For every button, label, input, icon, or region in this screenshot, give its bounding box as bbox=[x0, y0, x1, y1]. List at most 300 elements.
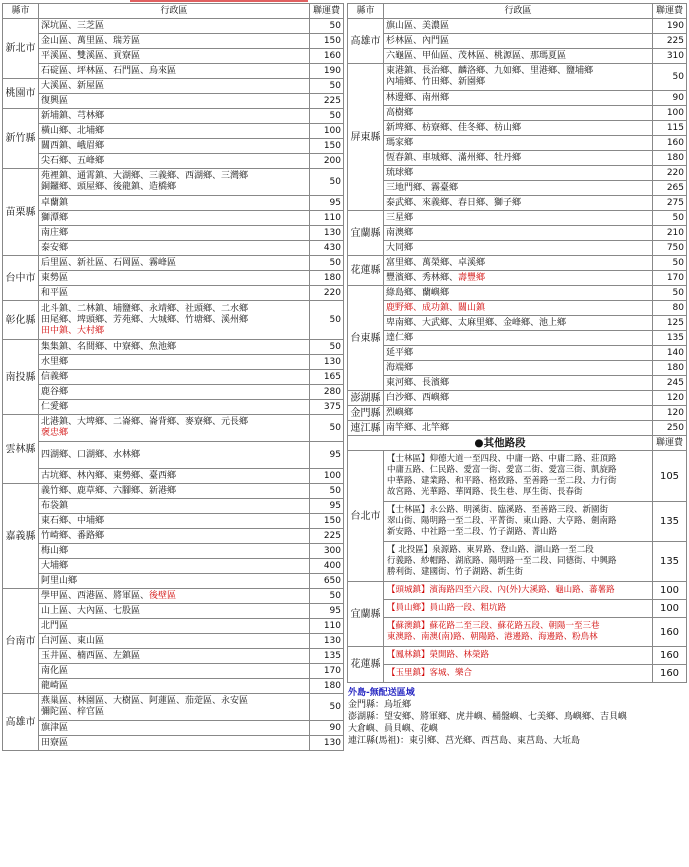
district-text: 玉井區、楠西區、左鎮區 bbox=[41, 650, 141, 661]
table-row bbox=[348, 91, 687, 106]
district-text: 新埤鄉、枋寮鄉、佳冬鄉、枋山鄉 bbox=[386, 122, 522, 133]
table-row bbox=[3, 694, 344, 721]
district-cell bbox=[384, 346, 653, 361]
district-cell bbox=[39, 94, 310, 109]
district-text: 平溪區、雙溪區、貢寮區 bbox=[41, 50, 141, 61]
table-row bbox=[348, 361, 687, 376]
table-row bbox=[3, 529, 344, 544]
other-section-header bbox=[348, 436, 687, 451]
fee-table-right bbox=[347, 3, 687, 683]
fee-cell: 130 bbox=[310, 226, 344, 241]
district-cell bbox=[384, 151, 653, 166]
other-section-title: ●其他路段 bbox=[348, 436, 653, 451]
highlighted-district: 田中鎮、大村鄉 bbox=[41, 325, 105, 336]
fee-cell: 150 bbox=[310, 34, 344, 49]
district-cell bbox=[39, 442, 310, 469]
district-cell bbox=[39, 634, 310, 649]
county-cell: 澎湖縣 bbox=[348, 391, 384, 406]
district-cell bbox=[384, 226, 653, 241]
district-cell bbox=[39, 370, 310, 385]
other-row bbox=[348, 647, 687, 665]
district-text: 水里鄉 bbox=[41, 356, 69, 367]
county-cell: 高雄市 bbox=[348, 19, 384, 64]
table-row bbox=[3, 370, 344, 385]
road-segment-cell: 【蘇澳鎮】蘇花路二至三段、蘇花路五段、朝陽一至三巷 東澳路、南澳(南)路、朝陽路、港邊路、海邊路、粉鳥林 bbox=[384, 618, 653, 647]
district-cell bbox=[384, 361, 653, 376]
district-cell bbox=[384, 106, 653, 121]
district-text: 四湖鄉、口湖鄉、水林鄉 bbox=[41, 449, 141, 460]
district-cell bbox=[39, 226, 310, 241]
outlying-islands-note bbox=[348, 687, 686, 747]
outlying-line: 連江縣(馬祖)：東引鄉、莒光鄉、西莒島、東莒島、大坵島 bbox=[348, 736, 581, 746]
fee-cell: 90 bbox=[310, 721, 344, 736]
district-cell bbox=[39, 499, 310, 514]
district-text: 后里區、新社區、石岡區、霧峰區 bbox=[41, 257, 177, 268]
district-text: 豐濱鄉、秀林鄉、 bbox=[386, 272, 459, 283]
table-row bbox=[3, 34, 344, 49]
district-text: 關西鎮、峨眉鄉 bbox=[41, 140, 105, 151]
district-text: 田寮區 bbox=[41, 737, 69, 748]
table-row bbox=[3, 109, 344, 124]
table-row bbox=[348, 166, 687, 181]
table-row bbox=[3, 286, 344, 301]
fee-cell: 165 bbox=[310, 370, 344, 385]
other-row bbox=[348, 502, 687, 542]
table-body-left bbox=[3, 19, 344, 751]
fee-cell: 135 bbox=[653, 502, 687, 542]
county-cell: 花蓮縣 bbox=[348, 256, 384, 286]
table-row bbox=[3, 94, 344, 109]
header-county: 縣市 bbox=[348, 4, 384, 19]
highlighted-district: 後壁區 bbox=[149, 590, 177, 601]
district-cell bbox=[384, 49, 653, 64]
district-cell bbox=[384, 181, 653, 196]
district-cell bbox=[384, 136, 653, 151]
fee-cell: 100 bbox=[653, 582, 687, 600]
district-text: 深坑區、三芝區 bbox=[41, 20, 105, 31]
header-fee: 聯運費 bbox=[310, 4, 344, 19]
district-text: 信義鄉 bbox=[41, 371, 69, 382]
district-cell bbox=[39, 124, 310, 139]
fee-cell: 95 bbox=[310, 442, 344, 469]
district-text: 大埔鄉 bbox=[41, 560, 69, 571]
fee-cell: 225 bbox=[653, 34, 687, 49]
table-row bbox=[3, 19, 344, 34]
district-cell bbox=[39, 109, 310, 124]
district-cell bbox=[384, 64, 653, 91]
county-cell: 苗栗縣 bbox=[3, 169, 39, 256]
fee-cell: 80 bbox=[653, 301, 687, 316]
district-cell bbox=[39, 169, 310, 196]
fee-cell: 50 bbox=[310, 109, 344, 124]
county-cell: 桃園市 bbox=[3, 79, 39, 109]
district-text: 鹿谷鄉 bbox=[41, 386, 69, 397]
district-text: 梅山鄉 bbox=[41, 545, 69, 556]
table-row bbox=[3, 49, 344, 64]
fee-cell: 50 bbox=[653, 256, 687, 271]
fee-cell: 100 bbox=[310, 124, 344, 139]
district-text: 龍崎區 bbox=[41, 680, 69, 691]
district-cell bbox=[384, 211, 653, 226]
district-text: 東石鄉、中埔鄉 bbox=[41, 515, 105, 526]
table-row bbox=[348, 226, 687, 241]
district-cell bbox=[384, 376, 653, 391]
district-cell bbox=[39, 271, 310, 286]
county-cell: 新北市 bbox=[3, 19, 39, 79]
table-row bbox=[348, 331, 687, 346]
table-row bbox=[348, 316, 687, 331]
district-text: 燕巢區、林園區、大樹區、阿蓮區、茄萣區、永安區 彌陀區、梓官區 bbox=[41, 696, 249, 717]
county-cell: 新竹縣 bbox=[3, 109, 39, 169]
table-row bbox=[3, 604, 344, 619]
district-cell bbox=[384, 391, 653, 406]
table-row bbox=[348, 391, 687, 406]
road-segment-cell: 【玉里鎮】客城、樂合 bbox=[384, 665, 653, 683]
district-text: 延平鄉 bbox=[386, 347, 414, 358]
outlying-line: 澎湖縣：望安鄉、將軍鄉、虎井嶼、桶盤嶼、七美鄉、鳥嶼鄉、吉貝嶼 bbox=[348, 712, 628, 722]
district-text: 布袋鎮 bbox=[41, 500, 69, 511]
fee-cell: 105 bbox=[653, 451, 687, 502]
table-row bbox=[348, 286, 687, 301]
district-text: 三地門鄉、霧臺鄉 bbox=[386, 182, 459, 193]
fee-cell: 275 bbox=[653, 196, 687, 211]
other-row bbox=[348, 618, 687, 647]
county-cell: 台東縣 bbox=[348, 286, 384, 391]
district-text: 北港鎮、大埤鄉、二崙鄉、崙背鄉、麥寮鄉、元長鄉 bbox=[41, 417, 249, 427]
table-row bbox=[3, 514, 344, 529]
county-cell: 宜蘭縣 bbox=[348, 211, 384, 256]
district-text: 北門區 bbox=[41, 620, 69, 631]
table-row bbox=[3, 385, 344, 400]
table-row bbox=[348, 256, 687, 271]
district-text: 復興區 bbox=[41, 95, 69, 106]
table-row bbox=[3, 301, 344, 340]
road-segment-cell: 【頭城鎮】濱海路四至六段、內(外)大溪路、龜山路、蕃薯路 bbox=[384, 582, 653, 600]
district-cell bbox=[384, 271, 653, 286]
table-header-row bbox=[3, 4, 344, 19]
district-cell bbox=[39, 649, 310, 664]
district-cell bbox=[384, 421, 653, 436]
fee-cell: 225 bbox=[310, 94, 344, 109]
fee-cell: 180 bbox=[653, 151, 687, 166]
table-row bbox=[3, 499, 344, 514]
district-text: 恆春鎮、車城鄉、滿州鄉、牡丹鄉 bbox=[386, 152, 522, 163]
district-cell bbox=[39, 736, 310, 751]
fee-cell: 130 bbox=[310, 736, 344, 751]
table-row bbox=[3, 664, 344, 679]
district-text: 竹崎鄉、番路鄉 bbox=[41, 530, 105, 541]
district-cell bbox=[39, 64, 310, 79]
table-row bbox=[3, 559, 344, 574]
fee-cell: 135 bbox=[653, 542, 687, 582]
county-cell: 嘉義縣 bbox=[3, 484, 39, 589]
table-row bbox=[348, 136, 687, 151]
district-text: 山上區、大內區、七股區 bbox=[41, 605, 141, 616]
fee-cell: 170 bbox=[310, 664, 344, 679]
fee-cell: 50 bbox=[653, 64, 687, 91]
district-text: 泰武鄉、來義鄉、春日鄉、獅子鄉 bbox=[386, 197, 522, 208]
table-header-row bbox=[348, 4, 687, 19]
table-row bbox=[3, 721, 344, 736]
table-row bbox=[3, 196, 344, 211]
district-cell bbox=[39, 301, 310, 340]
district-text: 南竿鄉、北竿鄉 bbox=[386, 422, 450, 433]
fee-cell: 50 bbox=[653, 286, 687, 301]
district-text: 六龜區、甲仙區、茂林區、桃源區、那瑪夏區 bbox=[386, 50, 567, 61]
district-cell bbox=[39, 529, 310, 544]
fee-cell: 130 bbox=[310, 355, 344, 370]
district-text: 卓蘭鎮 bbox=[41, 197, 69, 208]
fee-cell: 130 bbox=[310, 634, 344, 649]
district-cell bbox=[39, 256, 310, 271]
highlighted-district: 褒忠鄉 bbox=[41, 428, 69, 438]
outlying-line: 大倉嶼、員貝嶼、花嶼 bbox=[348, 724, 439, 734]
table-row bbox=[3, 355, 344, 370]
district-text: 尖石鄉、五峰鄉 bbox=[41, 155, 105, 166]
table-row bbox=[3, 154, 344, 169]
fee-cell: 180 bbox=[310, 679, 344, 694]
fee-cell: 135 bbox=[310, 649, 344, 664]
fee-cell: 265 bbox=[653, 181, 687, 196]
district-cell bbox=[39, 340, 310, 355]
fee-cell: 750 bbox=[653, 241, 687, 256]
district-text: 大同鄉 bbox=[386, 242, 414, 253]
fee-cell: 50 bbox=[310, 301, 344, 340]
table-row bbox=[348, 151, 687, 166]
fee-cell: 160 bbox=[653, 618, 687, 647]
fee-cell: 100 bbox=[653, 600, 687, 618]
table-row bbox=[348, 301, 687, 316]
district-text: 烈嶼鄉 bbox=[386, 407, 414, 418]
fee-cell: 50 bbox=[310, 79, 344, 94]
fee-cell: 50 bbox=[310, 589, 344, 604]
fee-cell: 250 bbox=[653, 421, 687, 436]
table-row bbox=[348, 64, 687, 91]
district-cell bbox=[39, 619, 310, 634]
district-cell bbox=[39, 19, 310, 34]
table-row bbox=[348, 376, 687, 391]
table-body-right bbox=[348, 19, 687, 436]
fee-cell: 95 bbox=[310, 196, 344, 211]
district-text: 林邊鄉、南州鄉 bbox=[386, 92, 450, 103]
fee-cell: 375 bbox=[310, 400, 344, 415]
district-text: 大溪區、新屋區 bbox=[41, 80, 105, 91]
fee-cell: 160 bbox=[653, 136, 687, 151]
table-row bbox=[348, 181, 687, 196]
fee-cell: 220 bbox=[653, 166, 687, 181]
fee-cell: 160 bbox=[653, 665, 687, 683]
district-cell bbox=[39, 241, 310, 256]
fee-cell: 310 bbox=[653, 49, 687, 64]
table-row bbox=[3, 226, 344, 241]
table-row bbox=[3, 169, 344, 196]
fee-cell: 50 bbox=[310, 484, 344, 499]
table-row bbox=[348, 121, 687, 136]
district-text: 南庄鄉 bbox=[41, 227, 69, 238]
fee-cell: 140 bbox=[653, 346, 687, 361]
fee-cell: 100 bbox=[310, 469, 344, 484]
district-cell bbox=[39, 79, 310, 94]
table-row bbox=[3, 649, 344, 664]
district-text: 獅潭鄉 bbox=[41, 212, 69, 223]
county-cell: 花蓮縣 bbox=[348, 647, 384, 683]
fee-cell: 170 bbox=[653, 271, 687, 286]
district-text: 東勢區 bbox=[41, 272, 69, 283]
fee-cell: 400 bbox=[310, 559, 344, 574]
table-row bbox=[348, 241, 687, 256]
fee-cell: 190 bbox=[310, 64, 344, 79]
district-text: 旗山區、美濃區 bbox=[386, 20, 450, 31]
highlighted-district: 壽豐鄉 bbox=[458, 272, 486, 283]
fee-cell: 280 bbox=[310, 385, 344, 400]
county-cell: 高雄市 bbox=[3, 694, 39, 751]
district-cell bbox=[384, 331, 653, 346]
county-cell: 屏東縣 bbox=[348, 64, 384, 211]
district-text: 新埔鎮、芎林鄉 bbox=[41, 110, 105, 121]
district-text: 三星鄉 bbox=[386, 212, 414, 223]
district-text: 達仁鄉 bbox=[386, 332, 414, 343]
district-text: 富里鄉、萬榮鄉、卓溪鄉 bbox=[386, 257, 486, 268]
table-row bbox=[3, 679, 344, 694]
district-cell bbox=[39, 544, 310, 559]
district-cell bbox=[384, 301, 653, 316]
district-cell bbox=[39, 49, 310, 64]
district-cell bbox=[384, 121, 653, 136]
district-cell bbox=[384, 316, 653, 331]
district-text: 橫山鄉、北埔鄉 bbox=[41, 125, 105, 136]
table-row bbox=[3, 340, 344, 355]
district-cell bbox=[384, 286, 653, 301]
district-cell bbox=[384, 196, 653, 211]
fee-cell: 135 bbox=[653, 331, 687, 346]
table-row bbox=[348, 406, 687, 421]
fee-cell: 50 bbox=[310, 694, 344, 721]
fee-cell: 50 bbox=[310, 415, 344, 442]
district-text: 集集鎮、名間鄉、中寮鄉、魚池鄉 bbox=[41, 341, 177, 352]
table-row bbox=[3, 619, 344, 634]
table-row bbox=[3, 589, 344, 604]
table-row bbox=[3, 64, 344, 79]
district-cell bbox=[384, 406, 653, 421]
district-text: 高樹鄉 bbox=[386, 107, 414, 118]
table-row bbox=[3, 484, 344, 499]
fee-cell: 180 bbox=[310, 271, 344, 286]
district-text: 琉球鄉 bbox=[386, 167, 414, 178]
table-row bbox=[3, 400, 344, 415]
district-cell bbox=[39, 385, 310, 400]
other-row bbox=[348, 600, 687, 618]
district-text: 瑪家鄉 bbox=[386, 137, 414, 148]
district-text: 東河鄉、長濱鄉 bbox=[386, 377, 450, 388]
district-cell bbox=[39, 139, 310, 154]
fee-cell: 180 bbox=[653, 361, 687, 376]
district-text: 南化區 bbox=[41, 665, 69, 676]
table-row bbox=[3, 79, 344, 94]
fee-cell: 50 bbox=[310, 256, 344, 271]
fee-cell: 95 bbox=[310, 499, 344, 514]
fee-cell: 50 bbox=[310, 340, 344, 355]
fee-cell: 650 bbox=[310, 574, 344, 589]
district-cell bbox=[384, 19, 653, 34]
header-fee: 聯運費 bbox=[653, 4, 687, 19]
fee-cell: 110 bbox=[310, 619, 344, 634]
district-text: 綠島鄉、蘭嶼鄉 bbox=[386, 287, 450, 298]
top-accent-line bbox=[130, 0, 308, 2]
table-row bbox=[3, 736, 344, 751]
fee-cell: 50 bbox=[310, 19, 344, 34]
road-segment-cell: 【員山鄉】員山路一段、粗坑路 bbox=[384, 600, 653, 618]
table-row bbox=[3, 415, 344, 442]
district-cell bbox=[39, 694, 310, 721]
district-cell bbox=[39, 469, 310, 484]
district-text: 南澳鄉 bbox=[386, 227, 414, 238]
table-row bbox=[3, 256, 344, 271]
district-text: 石碇區、坪林區、石門區、烏來區 bbox=[41, 65, 177, 76]
table-row bbox=[348, 34, 687, 49]
other-row bbox=[348, 451, 687, 502]
road-segment-cell: 【 北投區】泉源路、東昇路、登山路、湖山路一至二段 行義路、紗帽路、湖底路、陽明路一至二段、同德街、中興路 勝利街、建國街、竹子湖路、新生街 bbox=[384, 542, 653, 582]
district-cell bbox=[384, 256, 653, 271]
district-cell bbox=[39, 34, 310, 49]
table-row bbox=[3, 211, 344, 226]
district-text: 古坑鄉、林內鄉、東勢鄉、臺西鄉 bbox=[41, 470, 177, 481]
district-text: 泰安鄉 bbox=[41, 242, 69, 253]
district-cell bbox=[384, 91, 653, 106]
district-cell bbox=[39, 574, 310, 589]
other-sections-body bbox=[348, 436, 687, 683]
district-text: 阿里山鄉 bbox=[41, 575, 78, 586]
outlying-title: 外島-無配送區域 bbox=[348, 688, 415, 698]
table-row bbox=[348, 19, 687, 34]
fee-cell: 220 bbox=[310, 286, 344, 301]
county-cell: 金門縣 bbox=[348, 406, 384, 421]
table-row bbox=[3, 469, 344, 484]
fee-cell: 150 bbox=[310, 139, 344, 154]
district-cell bbox=[39, 355, 310, 370]
table-row bbox=[348, 106, 687, 121]
fee-cell: 95 bbox=[310, 604, 344, 619]
district-cell bbox=[39, 415, 310, 442]
table-row bbox=[348, 271, 687, 286]
district-cell bbox=[39, 286, 310, 301]
header-district: 行政區 bbox=[39, 4, 310, 19]
fee-cell: 100 bbox=[653, 106, 687, 121]
district-cell bbox=[39, 154, 310, 169]
fee-cell: 90 bbox=[653, 91, 687, 106]
district-text: 苑裡鎮、通霄鎮、大湖鄉、三義鄉、西湖鄉、三灣鄉 銅鑼鄉、頭屋鄉、後龍鎮、造橋鄉 bbox=[41, 171, 249, 192]
table-row bbox=[3, 271, 344, 286]
district-text: 和平區 bbox=[41, 287, 69, 298]
table-row bbox=[3, 634, 344, 649]
district-text: 卑南鄉、大武鄉、太麻里鄉、金峰鄉、池上鄉 bbox=[386, 317, 567, 328]
other-row bbox=[348, 542, 687, 582]
district-text: 金山區、萬里區、瑞芳區 bbox=[41, 35, 141, 46]
district-text: 北斗鎮、二林鎮、埔鹽鄉、永靖鄉、社頭鄉、二水鄉 田尾鄉、埤頭鄉、芳苑鄉、大城鄉、竹塘鄉、溪州鄉 bbox=[41, 303, 249, 325]
fee-cell: 210 bbox=[653, 226, 687, 241]
district-cell bbox=[384, 241, 653, 256]
fee-cell: 245 bbox=[653, 376, 687, 391]
table-row bbox=[3, 574, 344, 589]
district-cell bbox=[39, 604, 310, 619]
table-row bbox=[3, 124, 344, 139]
fee-cell: 160 bbox=[310, 49, 344, 64]
other-fee-header: 聯運費 bbox=[653, 436, 687, 451]
district-cell bbox=[39, 559, 310, 574]
district-text: 白河區、東山區 bbox=[41, 635, 105, 646]
table-row bbox=[3, 139, 344, 154]
road-segment-cell: 【士林區】永公路、明溪街、臨溪路、至善路三段、新園街 翠山街、陽明路一至二段、平菁街、東山路、大亨路、劍南路 新安路、中社路一至二段、竹子湖路、菁山路 bbox=[384, 502, 653, 542]
district-text: 東港鎮、長治鄉、麟洛鄉、九如鄉、里港鄉、鹽埔鄉 內埔鄉、竹田鄉、新園鄉 bbox=[386, 66, 594, 87]
